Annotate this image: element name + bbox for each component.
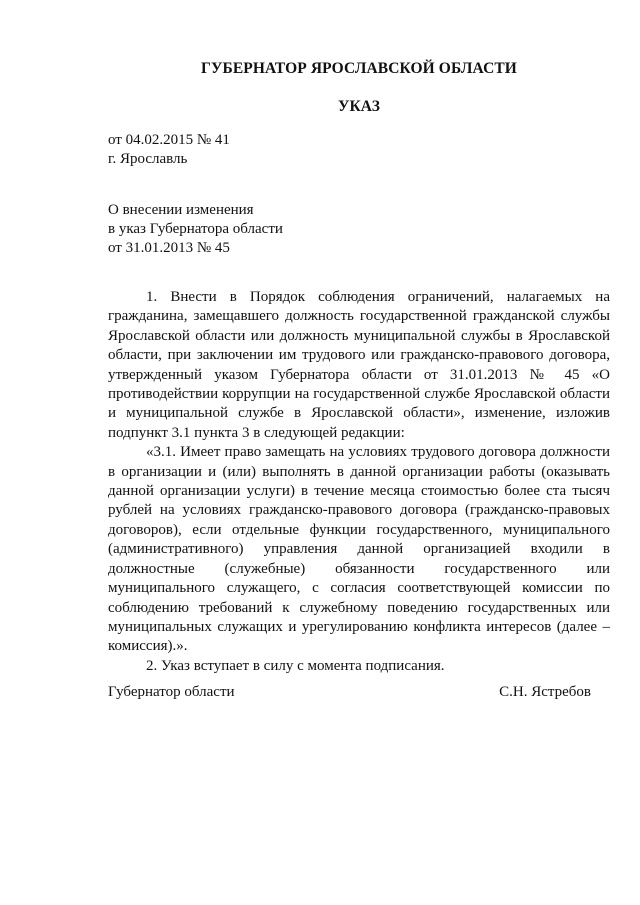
subject-line: от 31.01.2013 № 45 [108,240,230,256]
document-subject [108,201,283,258]
document-type: УКАЗ [337,98,380,115]
subject-line: в указ Губернатора области [108,221,283,237]
paragraph-2: 2. Указ вступает в силу с момента подписания. [146,657,445,674]
paragraph-1: 1. Внести в Порядок соблюдения ограничений, налагаемых на гражданина, замещавшего должность государственной гражданской службы Ярославской области или должность муниципальной службы в Ярославской области, при заключении им трудового или гражданско-правового договора, утвержденный указом Губернатора области от 31.01.2013 № 45 «О противодействии коррупции на государственной службе Ярославской области и муниципальной службе в Ярославской области», изменение, изложив подпункт 3.1 пункта 3 в следующей редакции: [108,289,610,441]
city: г. Ярославль [108,151,188,167]
signatory-name: С.Н. Ястребов [499,684,591,700]
issuing-authority: ГУБЕРНАТОР ЯРОСЛАВСКОЙ ОБЛАСТИ [201,60,517,77]
date-number: от 04.02.2015 № 41 [108,132,230,148]
signatory-position: Губернатор области [108,684,235,700]
signature-block [108,684,591,701]
document-body [108,288,610,676]
subject-line: О внесении изменения [108,202,254,218]
document-meta [108,131,230,169]
paragraph-quote: «3.1. Имеет право замещать на условиях трудового договора должности в организации и (или) выполнять в данной организации работы (оказывать данной организации услуги) в течение месяца стоимостью более ста тысяч рублей на условиях гражданско-правового договора (гражданско-правовых договоров), если отдельные функции государственного, муниципального (административного) управления данной организацией входили в должностные (служебные) обязанности государственного или муниципального служащего, с согласия соответствующей комиссии по соблюдению требований к служебному поведению государственных или муниципальных служащих и урегулированию конфликта интересов (далее – комиссия).». [108,444,610,655]
